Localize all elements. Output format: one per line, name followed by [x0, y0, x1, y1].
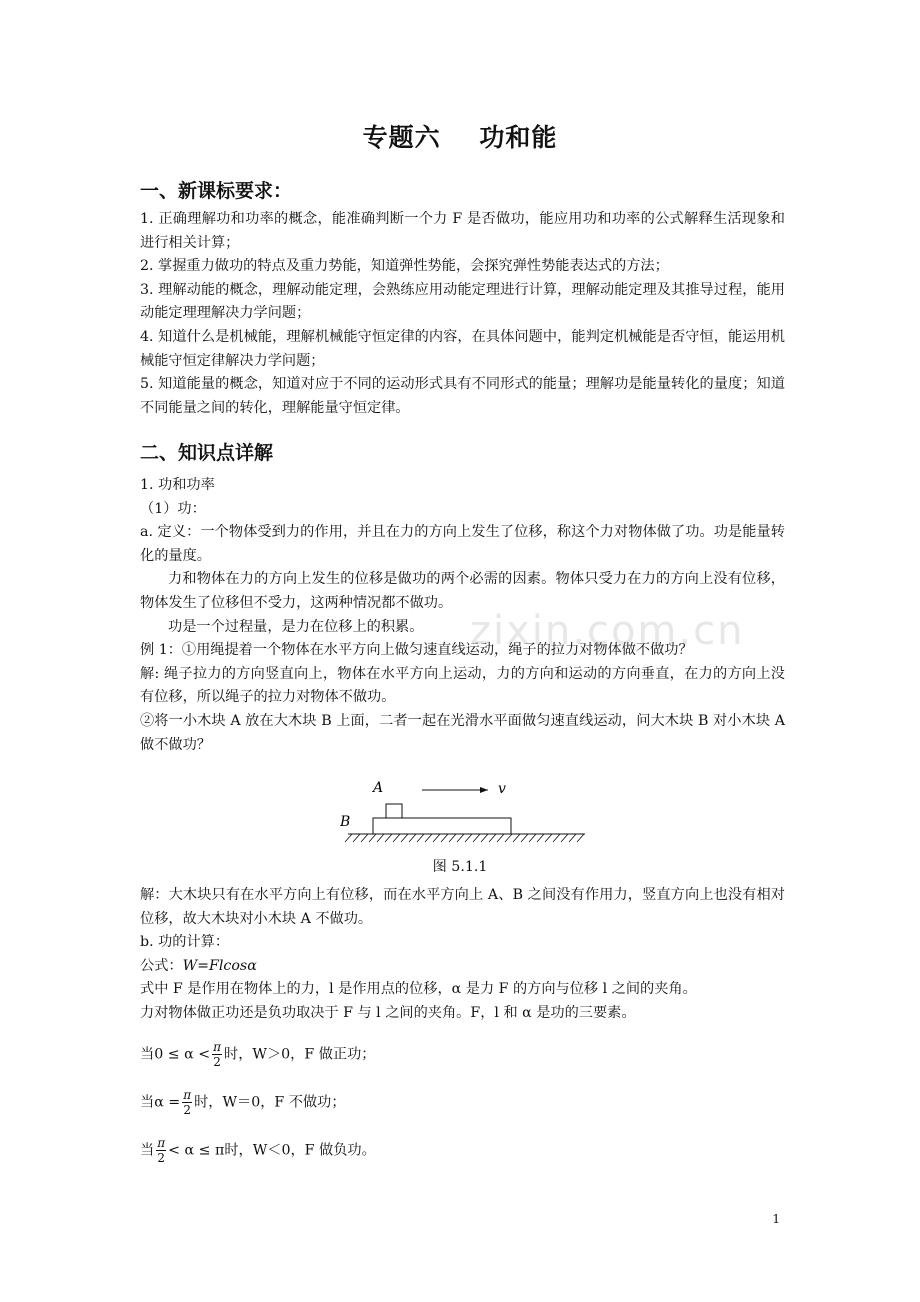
hatch-line [513, 834, 520, 842]
hatch-line [417, 834, 424, 842]
hatch-line [529, 834, 536, 842]
hatch-line [465, 834, 472, 842]
hatch-line [545, 834, 552, 842]
fraction-pi-over-2: $\frac{\pi}{2}$ [157, 1136, 166, 1165]
case-result: 时，W＞0，F 做正功； [224, 1046, 376, 1063]
hatch-line [361, 834, 368, 842]
inequality-right: < α ≤ π [168, 1142, 225, 1159]
hatch-line [521, 834, 528, 842]
section-heading-requirements: 一、新课标要求： [140, 180, 293, 202]
requirement-item: 2. 掌握重力做功的特点及重力势能，知道弹性势能，会探究弹性势能表达式的方法； [140, 258, 669, 275]
requirement-item: 1. 正确理解功和功率的概念，能准确判断一个力 F 是否做功，能应用功和功率的公式解释生活现象和进行相关计算； [140, 211, 785, 251]
hatch-line [537, 834, 544, 842]
knowledge-body [140, 474, 785, 757]
formula-explanation: 式中 F 是作用在物体上的力，l 是作用点的位移，α 是力 F 的方向与位移 l 之间的夹角。 [140, 981, 697, 998]
hatch-line [577, 834, 584, 842]
hatch-line [489, 834, 496, 842]
hatch-line [569, 834, 576, 842]
requirements-list [140, 208, 785, 420]
requirement-item: 3. 理解动能的概念，理解动能定理，会熟练应用动能定理进行计算，理解动能定理及其推导过程，能用动能定理理解决力学问题； [140, 281, 785, 322]
section-heading-knowledge: 二、知识点详解 [140, 442, 274, 464]
calc-heading: b. 功的计算： [140, 934, 230, 951]
hatch-line [353, 834, 360, 842]
small-block-a [386, 804, 402, 818]
figure-label-b: B [340, 814, 351, 830]
subheading-work-power: 1. 功和功率 [140, 477, 215, 493]
requirement-item: 4. 知道什么是机械能，理解机械能守恒定律的内容，在具体问题中，能判定机械能是否守恒，能运用机械能守恒定律解决力学问题； [140, 328, 785, 369]
figure-label-a: A [373, 780, 384, 796]
hatch-line [553, 834, 560, 842]
example-2: ②将一小木块 A 放在大木块 B 上面，二者一起在光滑水平面做匀速直线运动，问大木块 B 对小木块 A 做不做功？ [140, 712, 785, 753]
work-formula: W=Flcosα [182, 957, 257, 974]
hatch-line [369, 834, 376, 842]
watermark: zixin.com.cn [470, 608, 745, 654]
case-result: 时，W＜0，F 做负功。 [224, 1142, 376, 1159]
case-prefix: 当 [140, 1046, 155, 1063]
knowledge-body-2 [140, 884, 785, 1026]
figure-label-v: v [498, 781, 506, 797]
factors-paragraph: 力和物体在力的方向上发生的位移是做功的两个必需的因素。物体只受力在力的方向上没有位移，物体发生了位移但不受力，这两种情况都不做功。 [140, 571, 785, 611]
requirement-item: 5. 知道能量的概念，知道对应于不同的运动形式具有不同形式的能量；理解功是能量转化的量度；知道不同能量之间的转化，理解能量守恒定律。 [140, 376, 785, 416]
hatch-line [377, 834, 384, 842]
case-positive-work [140, 1040, 375, 1069]
figure-caption: 图 5.1.1 [432, 859, 488, 875]
process-paragraph: 功是一个过程量，是力在位移上的积累。 [168, 618, 424, 635]
hatch-line [497, 834, 504, 842]
hatch-line [505, 834, 512, 842]
hatch-line [441, 834, 448, 842]
solution-2: 解：大木块只有在水平方向上有位移，而在水平方向上 A、B 之间没有作用力，竖直方向上也没有相对位移，故大木块对小木块 A 不做功。 [140, 887, 785, 927]
large-block-b [373, 818, 511, 834]
ground-hatching [345, 834, 584, 842]
arrow-head-icon [480, 787, 488, 793]
case-result: 时，W＝0，F 不做功； [194, 1094, 346, 1111]
case-negative-work [140, 1136, 376, 1165]
hatch-line [481, 834, 488, 842]
case-prefix: 当 [140, 1094, 155, 1111]
hatch-line [385, 834, 392, 842]
subheading-work: （1）功： [140, 500, 206, 517]
fraction-pi-over-2: $\frac{\pi}{2}$ [183, 1088, 192, 1117]
hatch-line [457, 834, 464, 842]
solution-1: 解: 绳子拉力的方向竖直向上，物体在水平方向上运动，力的方向和运动的方向垂直，在力的方向上没有位移，所以绳子的拉力对物体不做功。 [140, 665, 785, 706]
hatch-line [409, 834, 416, 842]
definition-paragraph: a. 定义：一个物体受到力的作用，并且在力的方向上发生了位移，称这个力对物体做了功。功是能量转化的量度。 [140, 524, 785, 564]
case-zero-work [140, 1088, 346, 1117]
inequality-left: α = [154, 1094, 181, 1111]
formula-prefix: 公式： [140, 957, 183, 974]
hatch-line [393, 834, 400, 842]
case-prefix: 当 [140, 1142, 155, 1159]
formula-line [140, 955, 785, 979]
page-number: 1 [772, 1212, 780, 1226]
hatch-line [473, 834, 480, 842]
three-elements: 力对物体做正功还是负功取决于 F 与 l 之间的夹角。F，l 和 α 是功的三要素。 [140, 1004, 636, 1021]
hatch-line [449, 834, 456, 842]
hatch-line [561, 834, 568, 842]
hatch-line [345, 834, 352, 842]
example-1: 例 1：①用绳提着一个物体在水平方向上做匀速直线运动，绳子的拉力对物体做不做功？ [140, 642, 693, 659]
hatch-line [425, 834, 432, 842]
hatch-line [433, 834, 440, 842]
page-title: 专题六 功和能 [362, 123, 558, 152]
hatch-line [401, 834, 408, 842]
inequality-left: 0 ≤ α < [154, 1046, 211, 1063]
fraction-pi-over-2: $\frac{\pi}{2}$ [213, 1040, 222, 1069]
